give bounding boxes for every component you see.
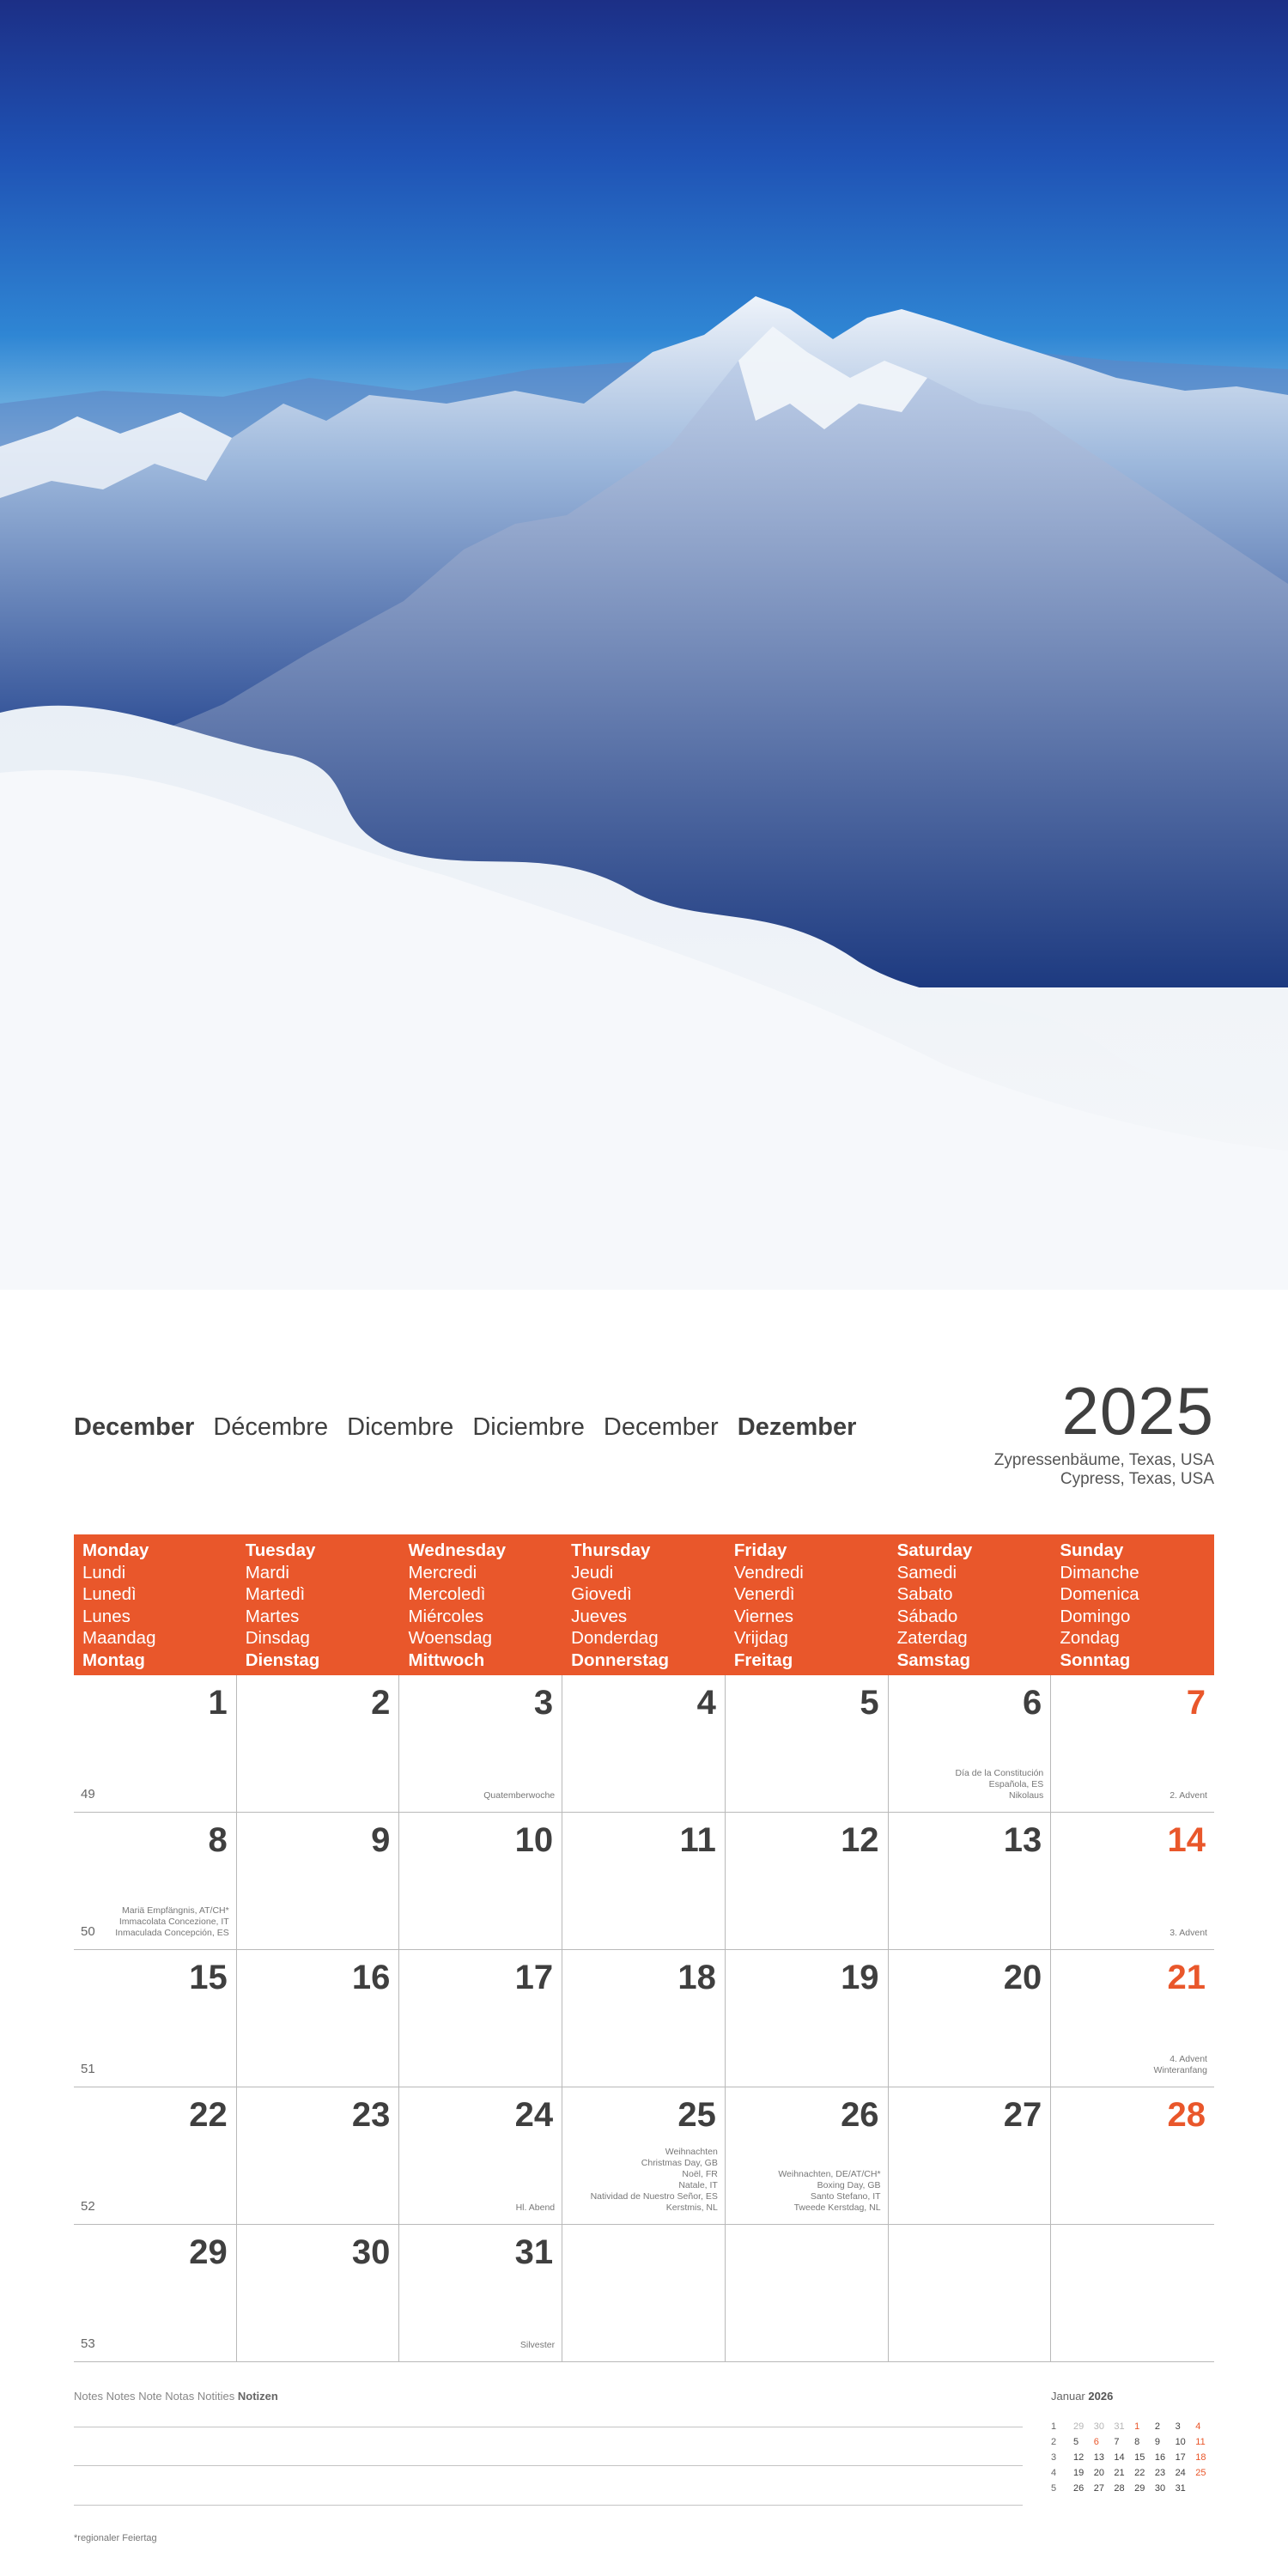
- mini-day: 16: [1154, 2452, 1166, 2463]
- weekday-label: Sabato: [896, 1584, 953, 1604]
- day-cell[interactable]: [726, 1950, 889, 2087]
- day-number: 7: [1186, 1684, 1206, 1722]
- month-names: [74, 1413, 868, 1442]
- weekday-label: Donnerstag: [571, 1649, 670, 1670]
- empty-cell: [726, 2225, 889, 2362]
- mini-day: 28: [1114, 2483, 1125, 2494]
- day-number: 18: [677, 1959, 716, 1996]
- mini-week-number: 4: [1051, 2468, 1057, 2478]
- weekday-label: Domingo: [1060, 1606, 1131, 1626]
- notes-label: Notes: [106, 2390, 136, 2403]
- mini-day: 1: [1134, 2421, 1140, 2432]
- day-cell[interactable]: [889, 2087, 1052, 2225]
- weekday-label: Tuesday: [245, 1540, 316, 1560]
- day-number: 4: [696, 1684, 716, 1722]
- calendar-grid: [74, 1675, 1214, 2362]
- mini-day: 13: [1093, 2452, 1104, 2463]
- day-cell[interactable]: [1051, 1950, 1214, 2087]
- mini-day: 18: [1195, 2452, 1206, 2463]
- weekday-label: Freitag: [733, 1649, 793, 1670]
- empty-cell: [1051, 2225, 1214, 2362]
- weekday-label: Friday: [733, 1540, 787, 1560]
- mini-day: 5: [1073, 2437, 1079, 2447]
- mini-day: 26: [1073, 2483, 1084, 2494]
- holiday-note: 3. Advent: [1170, 1928, 1207, 1938]
- weekday-label: Thursday: [571, 1540, 651, 1560]
- empty-cell: [562, 2225, 726, 2362]
- weekday-label: Vrijdag: [733, 1628, 788, 1648]
- caption-line: Zypressenbäume, Texas, USA: [993, 1451, 1214, 1469]
- day-cell[interactable]: [399, 1675, 562, 1813]
- week-number: 52: [81, 2199, 95, 2214]
- weekday-label: Viernes: [733, 1606, 794, 1626]
- photo-caption: [994, 1451, 1214, 1489]
- mini-day: 14: [1114, 2452, 1125, 2463]
- mini-day: 29: [1134, 2483, 1145, 2494]
- week-number: 49: [81, 1787, 95, 1801]
- day-cell[interactable]: [237, 1950, 400, 2087]
- day-number: 27: [1003, 2096, 1042, 2134]
- day-number: 5: [860, 1684, 879, 1722]
- day-cell[interactable]: [726, 2087, 889, 2225]
- mini-day: 19: [1073, 2468, 1084, 2478]
- day-number: 22: [189, 2096, 228, 2134]
- mini-day: 6: [1093, 2437, 1099, 2447]
- day-number: 13: [1003, 1821, 1042, 1859]
- weekday-label: Martedì: [245, 1584, 306, 1604]
- day-number: 11: [679, 1821, 716, 1859]
- mini-calendar-title: [1051, 2390, 1113, 2403]
- notes-label: Notities: [197, 2390, 235, 2403]
- mini-day: 22: [1134, 2468, 1145, 2478]
- mini-day: 10: [1175, 2437, 1186, 2447]
- month-name: December: [603, 1413, 719, 1441]
- weekday-label: Mercredi: [408, 1562, 477, 1583]
- weekday-column: [237, 1534, 400, 1675]
- day-number: 8: [208, 1821, 228, 1859]
- weekday-label: Martes: [245, 1606, 300, 1626]
- mini-day: 20: [1093, 2468, 1104, 2478]
- day-cell[interactable]: [74, 2225, 237, 2362]
- day-cell[interactable]: [726, 1813, 889, 1950]
- weekday-label: Monday: [82, 1540, 149, 1560]
- weekday-label: Dimanche: [1060, 1562, 1139, 1583]
- weekday-label: Jeudi: [571, 1562, 614, 1583]
- day-number: 3: [533, 1684, 554, 1722]
- day-cell[interactable]: [889, 1675, 1052, 1813]
- holiday-note: 4. Advent Winteranfang: [1153, 2054, 1207, 2075]
- weekday-column: [74, 1534, 237, 1675]
- weekday-label: Donderdag: [571, 1628, 659, 1648]
- weekday-label: Sábado: [896, 1606, 958, 1626]
- notes-line[interactable]: [74, 2505, 1023, 2506]
- day-cell[interactable]: [726, 1675, 889, 1813]
- mini-day: 17: [1175, 2452, 1186, 2463]
- day-cell[interactable]: [399, 2087, 562, 2225]
- weekday-label: Giovedì: [571, 1584, 632, 1604]
- weekday-label: Sonntag: [1060, 1649, 1131, 1670]
- mini-day: 3: [1175, 2421, 1181, 2432]
- day-number: 19: [841, 1959, 879, 1996]
- day-cell[interactable]: [562, 1675, 726, 1813]
- day-number: 28: [1167, 2096, 1206, 2134]
- day-cell[interactable]: [237, 2225, 400, 2362]
- day-number: 21: [1167, 1959, 1206, 1996]
- weekday-column: [726, 1534, 889, 1675]
- weekday-label: Woensdag: [408, 1628, 493, 1648]
- month-name: Diciembre: [472, 1413, 585, 1441]
- weekday-label: Jueves: [571, 1606, 628, 1626]
- day-number: 20: [1003, 1959, 1042, 1996]
- day-cell[interactable]: [74, 1813, 237, 1950]
- notes-label: Notas: [165, 2390, 195, 2403]
- day-number: 9: [371, 1821, 391, 1859]
- mini-day: 31: [1175, 2483, 1186, 2494]
- day-number: 1: [208, 1684, 228, 1722]
- day-cell[interactable]: [562, 1950, 726, 2087]
- mini-day: 30: [1154, 2483, 1166, 2494]
- month-name: Dezember: [737, 1413, 857, 1441]
- day-cell[interactable]: [562, 1813, 726, 1950]
- mini-day: 29: [1073, 2421, 1084, 2432]
- day-number: 17: [514, 1959, 554, 1996]
- year-title: 2025: [1061, 1373, 1214, 1449]
- mini-calendar: [1051, 2421, 1216, 2495]
- weekday-label: Dinsdag: [245, 1628, 310, 1648]
- mini-day: 12: [1073, 2452, 1084, 2463]
- notes-title: [74, 2390, 278, 2403]
- day-cell[interactable]: [237, 1813, 400, 1950]
- day-number: 16: [351, 1959, 391, 1996]
- weekday-label: Maandag: [82, 1628, 156, 1648]
- weekday-label: Zaterdag: [896, 1628, 968, 1648]
- mini-day: [1195, 2483, 1216, 2495]
- mini-calendar-month: Januar: [1051, 2390, 1085, 2403]
- weekday-header: [74, 1534, 1214, 1675]
- day-number: 24: [514, 2096, 554, 2134]
- mini-day: 21: [1114, 2468, 1125, 2478]
- weekday-label: Vendredi: [733, 1562, 804, 1583]
- day-cell[interactable]: [237, 2087, 400, 2225]
- day-number: 2: [371, 1684, 391, 1722]
- holiday-note: Mariä Empfängnis, AT/CH* Immacolata Concezione, IT Inmaculada Concepción, ES: [115, 1905, 229, 1938]
- mini-day: 7: [1114, 2437, 1120, 2447]
- holiday-note: Weihnachten, DE/AT/CH* Boxing Day, GB Santo Stefano, IT Tweede Kerstdag, NL: [778, 2169, 881, 2213]
- mini-calendar-year: 2026: [1088, 2390, 1114, 2403]
- mini-day: 31: [1114, 2421, 1125, 2432]
- holiday-note: 2. Advent: [1170, 1790, 1207, 1801]
- day-cell[interactable]: [74, 1950, 237, 2087]
- holiday-note: Hl. Abend: [515, 2202, 556, 2213]
- mini-day: 25: [1195, 2468, 1206, 2478]
- weekday-label: Lundi: [82, 1562, 126, 1583]
- mini-day: 24: [1175, 2468, 1186, 2478]
- mini-day: 15: [1134, 2452, 1145, 2463]
- weekday-label: Miércoles: [408, 1606, 484, 1626]
- weekday-label: Lunes: [82, 1606, 131, 1626]
- weekday-label: Sunday: [1060, 1540, 1124, 1560]
- month-name: Dicembre: [347, 1413, 454, 1441]
- empty-cell: [889, 2225, 1052, 2362]
- day-number: 26: [841, 2096, 879, 2134]
- notes-label: Note: [138, 2390, 162, 2403]
- day-number: 23: [351, 2096, 391, 2134]
- weekday-label: Montag: [82, 1649, 145, 1670]
- notes-label-bold: Notizen: [237, 2390, 278, 2403]
- weekday-column: [889, 1534, 1052, 1675]
- mini-day: 23: [1154, 2468, 1166, 2478]
- footnote: *regionaler Feiertag: [74, 2533, 157, 2543]
- day-cell[interactable]: [399, 1950, 562, 2087]
- weekday-label: Mardi: [245, 1562, 289, 1583]
- weekday-label: Zondag: [1060, 1628, 1120, 1648]
- weekday-label: Samstag: [896, 1649, 971, 1670]
- day-cell[interactable]: [1051, 1675, 1214, 1813]
- weekday-column: [1051, 1534, 1214, 1675]
- weekday-column: [562, 1534, 726, 1675]
- mini-day: 30: [1093, 2421, 1104, 2432]
- weekday-label: Saturday: [896, 1540, 973, 1560]
- day-cell[interactable]: [889, 1950, 1052, 2087]
- day-cell[interactable]: [1051, 1813, 1214, 1950]
- day-cell[interactable]: [399, 2225, 562, 2362]
- notes-label: Notes: [74, 2390, 103, 2403]
- month-name: December: [74, 1413, 195, 1441]
- holiday-note: Día de la Constitución Española, ES Nikolaus: [955, 1768, 1044, 1801]
- holiday-note: Quatemberwoche: [483, 1790, 556, 1801]
- day-number: 6: [1023, 1684, 1042, 1722]
- day-number: 30: [351, 2233, 391, 2271]
- day-cell[interactable]: [74, 1675, 237, 1813]
- mini-day: 4: [1195, 2421, 1201, 2432]
- notes-line[interactable]: [74, 2465, 1023, 2466]
- caption-line: Cypress, Texas, USA: [1060, 1470, 1214, 1488]
- day-number: 15: [189, 1959, 228, 1996]
- month-name: Décembre: [213, 1413, 329, 1441]
- weekday-label: Samedi: [896, 1562, 957, 1583]
- weekday-label: Domenica: [1060, 1584, 1139, 1604]
- mini-day: 11: [1195, 2437, 1206, 2447]
- weekday-label: Mittwoch: [408, 1649, 485, 1670]
- day-number: 14: [1167, 1821, 1206, 1859]
- day-number: 31: [514, 2233, 554, 2271]
- week-number: 50: [81, 1924, 95, 1939]
- week-number: 53: [81, 2336, 95, 2351]
- day-cell[interactable]: [237, 1675, 400, 1813]
- mini-week-number: 5: [1051, 2483, 1057, 2494]
- weekday-label: Venerdì: [733, 1584, 795, 1604]
- mini-week-number: 3: [1051, 2452, 1057, 2463]
- mini-day: 9: [1154, 2437, 1160, 2447]
- day-number: 25: [677, 2096, 716, 2134]
- weekday-label: Lunedì: [82, 1584, 137, 1604]
- holiday-note: Weihnachten Christmas Day, GB Noël, FR Natale, IT Natividad de Nuestro Señor, ES Kerstmis, NL: [590, 2147, 718, 2213]
- day-cell[interactable]: [74, 2087, 237, 2225]
- holiday-note: Silvester: [519, 2340, 556, 2350]
- mini-week-number: 2: [1051, 2437, 1057, 2447]
- weekday-label: Mercoledì: [408, 1584, 486, 1604]
- weekday-column: [399, 1534, 562, 1675]
- mini-day: 27: [1093, 2483, 1104, 2494]
- mini-week-number: 1: [1051, 2421, 1057, 2432]
- day-cell[interactable]: [562, 2087, 726, 2225]
- weekday-label: Dienstag: [245, 1649, 320, 1670]
- day-number: 29: [189, 2233, 228, 2271]
- mini-day: 2: [1154, 2421, 1160, 2432]
- day-cell[interactable]: [889, 1813, 1052, 1950]
- week-number: 51: [81, 2062, 95, 2076]
- mini-day: 8: [1134, 2437, 1140, 2447]
- weekday-label: Wednesday: [408, 1540, 506, 1560]
- day-cell[interactable]: [399, 1813, 562, 1950]
- day-cell[interactable]: [1051, 2087, 1214, 2225]
- day-number: 12: [841, 1821, 879, 1859]
- day-number: 10: [514, 1821, 554, 1859]
